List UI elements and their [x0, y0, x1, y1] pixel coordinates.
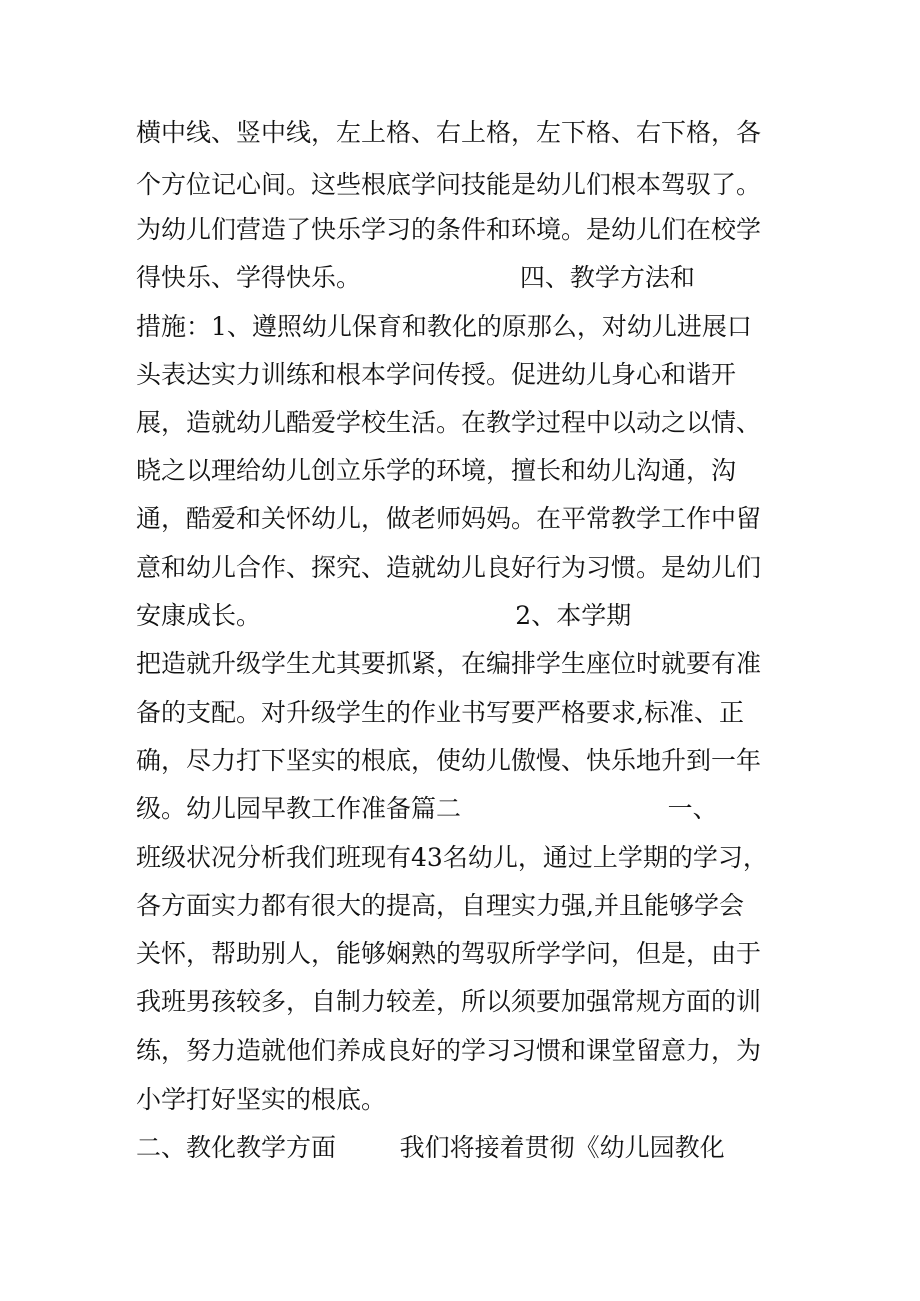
text-line: 把造就升级学生尤其要抓紧，在编排学生座位时就要有准 — [136, 649, 762, 678]
text-line: 我班男孩较多，自制力较差，所以须要加强常规方面的训 — [136, 987, 762, 1016]
text-line: 安康成长。 2、本学期 — [136, 601, 632, 630]
text-line: 头表达实力训练和根本学问传授。促进幼儿身心和谐开 — [136, 360, 737, 389]
text-line: 横中线、竖中线，左上格、右上格，左下格、右下格，各 — [136, 118, 762, 147]
text-line: 措施：1、遵照幼儿保育和教化的原那么，对幼儿进展口 — [136, 312, 752, 341]
text-line: 级。幼儿园早教工作准备篇二 一、 — [136, 794, 718, 823]
text-line: 二、教化教学方面 我们将接着贯彻《幼儿园教化 — [136, 1133, 725, 1162]
text-line: 备的支配。对升级学生的作业书写要严格要求,标准、正 — [136, 698, 744, 727]
text-line: 练，努力造就他们养成良好的学习习惯和课堂留意力，为 — [136, 1036, 762, 1065]
text-line: 为幼儿们营造了快乐学习的条件和环境。是幼儿们在校学 — [136, 215, 762, 244]
text-line: 通，酷爱和关怀幼儿，做老师妈妈。在平常教学工作中留 — [136, 504, 762, 533]
text-line: 个方位记心间。这些根底学问技能是幼儿们根本驾驭了。 — [136, 170, 762, 199]
text-line: 确，尽力打下坚实的根底，使幼儿傲慢、快乐地升到一年 — [136, 746, 762, 775]
text-line: 晓之以理给幼儿创立乐学的环境，擅长和幼儿沟通，沟 — [136, 456, 737, 485]
text-line: 各方面实力都有很大的提高，自理实力强,并且能够学会 — [136, 891, 744, 920]
text-line: 班级状况分析我们班现有43名幼儿，通过上学期的学习， — [136, 843, 768, 872]
text-line: 得快乐、学得快乐。 四、教学方法和 — [136, 263, 695, 292]
text-line: 关怀，帮助别人，能够娴熟的驾驭所学学问，但是，由于 — [136, 939, 762, 968]
text-line: 展，造就幼儿酷爱学校生活。在教学过程中以动之以情、 — [136, 408, 762, 437]
text-line: 意和幼儿合作、探究、造就幼儿良好行为习惯。是幼儿们 — [136, 553, 762, 582]
text-line: 小学打好坚实的根底。 — [136, 1085, 387, 1114]
